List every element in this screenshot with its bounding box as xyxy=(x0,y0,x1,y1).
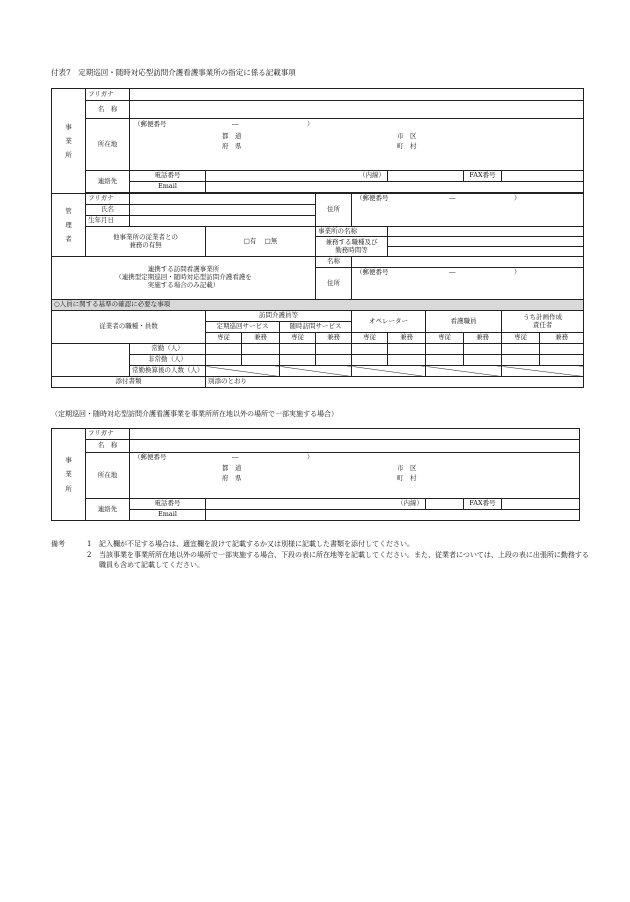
branch-postal-dash: ― xyxy=(232,453,239,461)
branch-postal-label: （郵便番号 xyxy=(134,453,167,461)
other-office-label: 他事業所の従業者との 兼務の有無 xyxy=(86,227,206,257)
ext-field[interactable] xyxy=(388,171,464,182)
linked-name-label: 名称 xyxy=(316,257,352,268)
branch-name-field[interactable] xyxy=(130,440,580,453)
branch-location-label: 所在地 xyxy=(86,453,130,499)
linked-name-field[interactable] xyxy=(352,257,584,268)
linked-address-label: 住所 xyxy=(316,268,352,300)
manager-side-label: 管 理 者 xyxy=(52,194,86,257)
visit-care-staff-header: 訪問介護員等 xyxy=(206,311,352,322)
linked-postal-label: （郵便番号 xyxy=(356,268,389,276)
form-title: 付表7 定期巡回・随時対応型訪問介護看護事業所の指定に係る記載事項 xyxy=(51,68,296,77)
remark-text-2: 当該事業を事業所所在地以外の場所で一部実施する場合、下段の表に所在地等を記載してください。また、従業者については、上段の表に出張所に勤務する職員も含めて記載してください。 xyxy=(99,551,589,569)
col-fulltime-5: 専従 xyxy=(502,333,540,344)
branch-subtitle: （定期巡回・随時対応型訪問介護看護事業を事業所所在地以外の場所で一部実施する場合） xyxy=(51,410,338,418)
branch-furigana-field[interactable] xyxy=(130,429,580,440)
col-fulltime-1: 専従 xyxy=(206,333,242,344)
manager-furigana-field[interactable] xyxy=(130,194,316,205)
col-dual-3: 兼務 xyxy=(388,333,426,344)
manager-address-label: 住所 xyxy=(316,194,352,227)
branch-name-label: 名 称 xyxy=(86,440,130,453)
linked-address-field[interactable] xyxy=(352,268,584,300)
branch-side-label: 事 業 所 xyxy=(52,429,86,521)
attachments-label: 添付書類 xyxy=(52,377,206,388)
fax-label: FAX番号 xyxy=(464,171,502,182)
col-fulltime-4: 専従 xyxy=(426,333,464,344)
staff-section-header: ○人員に関する基準の確認に必要な事項 xyxy=(52,300,584,311)
periodic-service-header: 定期巡回サービス xyxy=(206,322,280,333)
other-office-name-field[interactable] xyxy=(388,227,584,237)
staff-type-label: 従業者の職種・員数 xyxy=(52,311,206,344)
nurse-header: 看護職員 xyxy=(426,311,502,333)
prefecture-bottom: 府 県 xyxy=(222,142,242,150)
branch-prefecture-top: 都 道 xyxy=(222,464,242,472)
row-label-fulltime: 常勤（人） xyxy=(130,344,206,355)
location-label: 所在地 xyxy=(86,119,130,171)
col-dual-5: 兼務 xyxy=(540,333,584,344)
branch-ext-field[interactable] xyxy=(426,499,464,510)
manager-address-field[interactable] xyxy=(352,194,584,227)
branch-prefecture-bottom: 府 県 xyxy=(222,474,242,482)
col-fulltime-3: 専従 xyxy=(352,333,388,344)
table-row xyxy=(52,355,584,366)
remark-number-1: 1 xyxy=(87,540,92,548)
remarks xyxy=(51,540,591,572)
birthdate-field[interactable] xyxy=(130,216,316,227)
linked-postal-close: ） xyxy=(514,268,521,276)
branch-postal-close: ） xyxy=(307,453,314,461)
manager-name-field[interactable] xyxy=(130,205,316,216)
branch-phone-field[interactable]: （内線） xyxy=(206,499,426,510)
office-furigana-field[interactable] xyxy=(130,89,584,101)
branch-city-bottom: 町 村 xyxy=(397,474,417,482)
operator-header: オペレーター xyxy=(352,311,426,333)
fax-field[interactable] xyxy=(502,171,584,182)
email-label: Email xyxy=(130,182,206,193)
manager-postal-label: （郵便番号 xyxy=(356,194,389,202)
linked-postal-dash: ― xyxy=(449,268,456,276)
branch-phone-label: 電話番号 xyxy=(130,499,206,510)
phone-label: 電話番号 xyxy=(130,171,206,182)
branch-address-field[interactable] xyxy=(130,453,580,499)
manager-furigana-label: フリガナ xyxy=(86,194,130,205)
contact-label: 連絡先 xyxy=(86,171,130,193)
row-label-fte: 常勤換算後の人数（人） xyxy=(130,366,206,377)
city-bottom: 町 村 xyxy=(397,142,417,150)
concurrent-checkbox-group[interactable] xyxy=(206,227,316,257)
email-field[interactable] xyxy=(206,182,584,193)
postal-label: （郵便番号 xyxy=(134,120,167,128)
furigana-label: フリガナ xyxy=(86,89,130,101)
col-dual-1: 兼務 xyxy=(242,333,280,344)
col-fulltime-2: 専従 xyxy=(280,333,316,344)
row-label-parttime: 非常勤（人） xyxy=(130,355,206,366)
planner-header: うち計画作成 責任者 xyxy=(502,311,584,333)
branch-furigana-label: フリガナ xyxy=(86,429,130,440)
manager-name-label: 氏名 xyxy=(86,205,130,216)
branch-fax-label: FAX番号 xyxy=(464,499,502,510)
col-dual-4: 兼務 xyxy=(464,333,502,344)
branch-contact-label: 連絡先 xyxy=(86,499,130,521)
postal-dash: ― xyxy=(232,120,239,128)
table-row xyxy=(52,344,584,355)
concurrent-job-label: 兼務する職種及び 勤務時間等 xyxy=(316,237,388,257)
remark-number-2: 2 xyxy=(87,551,92,560)
branch-email-field[interactable] xyxy=(206,510,580,521)
name-label: 名 称 xyxy=(86,101,130,119)
branch-email-label: Email xyxy=(130,510,206,521)
other-office-name-label: 事業所の名称 xyxy=(316,227,388,237)
oncall-service-header: 随時訪問サービス xyxy=(280,322,352,333)
concurrent-job-field-2[interactable] xyxy=(388,247,584,257)
branch-city-top: 市 区 xyxy=(397,464,417,472)
col-dual-2: 兼務 xyxy=(316,333,352,344)
checkbox-yes[interactable]: □有 xyxy=(243,236,257,245)
checkbox-no[interactable]: □無 xyxy=(264,236,278,245)
branch-fax-field[interactable] xyxy=(502,499,580,510)
birthdate-label: 生年月日 xyxy=(86,216,130,227)
office-address-field[interactable] xyxy=(130,119,584,171)
concurrent-job-field-1[interactable] xyxy=(388,237,584,247)
table-row xyxy=(52,366,584,377)
postal-close: ） xyxy=(307,120,314,128)
office-side-label: 事 業 所 xyxy=(52,89,86,194)
phone-field[interactable] xyxy=(206,171,388,182)
city-top: 市 区 xyxy=(397,132,417,140)
prefecture-top: 都 道 xyxy=(222,132,242,140)
manager-postal-close: ） xyxy=(514,194,521,202)
remarks-label: 備考 xyxy=(51,540,65,548)
linked-nurse-label: 連携する訪問看護事業所 （連携型定期巡回・随時対応型訪問介護看護を 実施する場合のみ記載） xyxy=(52,257,316,300)
attachments-value: 別添のとおり xyxy=(206,377,584,388)
extension-label: （内線） xyxy=(359,171,385,180)
branch-office-table xyxy=(51,428,580,521)
manager-postal-dash: ― xyxy=(449,194,456,202)
office-name-field[interactable] xyxy=(130,101,584,119)
remark-text-1: 記入欄が不足する場合は、適宜欄を設けて記載するか又は別様に記載した書類を添付してください。 xyxy=(99,540,414,548)
main-form-table xyxy=(51,88,584,388)
